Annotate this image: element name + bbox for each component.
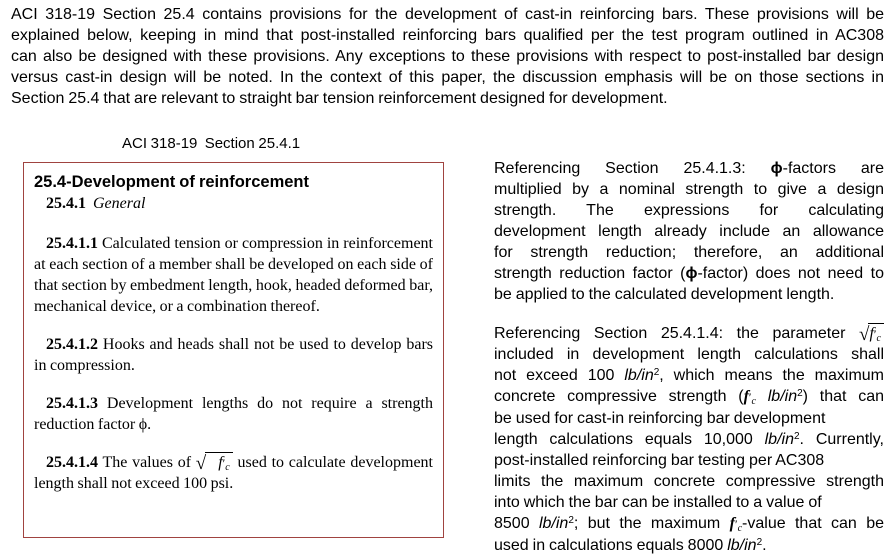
text-line: concrete compressive strength ($f'_c$ $lb/in^2$) that can [494,388,884,407]
text-line: strength reduction factor (ϕ-factor) does not need to [494,265,885,282]
box-caption: ACI 318-19 Section 25.4.1 [122,135,301,152]
text-line: reduction factor ϕ. [34,416,152,433]
text-line: not exceed 100 $lb/in^2$, which means the maximum [494,367,884,384]
text-line: development length already include an allowance [494,223,884,240]
text-line: explained below, keeping in mind that post-installed reinforcing bars qualified per the test program outlined in AC308 [11,27,884,44]
text-line: 25.4.1.2 Hooks and heads shall not be used to develop bars [46,336,433,353]
sqrt-fc-formula: √ $f'_c$ [196,454,233,471]
text-line: included in development length calculations shall [494,346,884,363]
aci-code-excerpt-box [23,162,444,538]
fc-symbol: $f'_c$ [729,515,743,534]
text-line: 25.4.1.4 The values of √ $f'_c$ used to calculate development [46,453,433,474]
text-line: 25.4.1.3 Development lengths do not require a strength [46,395,433,412]
fc-symbol: $f'_c$ [218,454,230,473]
fc-symbol: $f'_c$ [869,325,881,344]
code-clause [34,334,433,376]
text-line: be applied to the calculated development length. [494,286,835,303]
commentary-column [494,158,884,556]
code-clause [34,452,433,494]
text-line: 8500 $lb/in^2$; but the maximum $f'_c$-value that can be [494,515,884,534]
text-line: be used for cast-in reinforcing bar development [494,410,826,427]
text-line: Referencing Section 25.4.1.4: the parameter $√f'_c$ [494,323,884,344]
text-line: ACI 318-19 Section 25.4 contains provisions for the development of cast-in reinforcing bars. These provisions will be [11,6,884,23]
text-line: Referencing Section 25.4.1.3: ϕ-factors are [494,160,884,177]
commentary-paragraph [494,158,884,305]
text-line: strength. The expressions for calculating [494,202,884,219]
text-line: at each section of a member shall be developed on each side of [34,256,433,273]
text-line: 25.4.1.1 Calculated tension or compression in reinforcement [46,235,433,252]
text-line: mechanical device, or a combination thereof. [34,298,320,315]
text-line: limits the maximum concrete compressive strength [494,473,884,490]
text-line: length calculations equals 10,000 $lb/in^2$. Currently, [494,431,884,448]
code-clause [34,233,433,317]
commentary-paragraph [494,323,884,556]
code-clause [34,393,433,435]
text-line: Section 25.4 that are relevant to straight bar tension reinforcement designed for development. [11,90,668,107]
intro-paragraph [11,4,884,109]
text-line: into which the bar can be installed to a value of [494,494,822,511]
text-line: in compression. [34,357,135,374]
text-line: versus cast-in design will be noted. In the context of this paper, the discussion emphasis will be on those sections in [11,69,884,86]
text-line: post-installed reinforcing bar testing per AC308 [494,452,825,469]
box-title: 25.4-Development of reinforcement [34,173,309,191]
text-line: can also be designed with these provisions. Any exceptions to these provisions with respect to post-installed bar design [11,48,884,65]
text-line: multiplied by a nominal strength to give a design [494,181,884,198]
box-clauses [34,233,433,494]
text-line: used in calculations equals 8000 $lb/in^2$. [494,537,767,554]
box-subsection: 25.4.1 General [46,195,146,212]
sqrt-fc-formula: $√f'_c$ [859,325,884,342]
fc-symbol: $f'_c$ [743,388,756,407]
text-line: for strength reduction; therefore, an additional [494,244,884,261]
text-line: that section by embedment length, hook, headed deformed bar, [34,277,433,294]
text-line: length shall not exceed 100 psi. [34,475,234,492]
